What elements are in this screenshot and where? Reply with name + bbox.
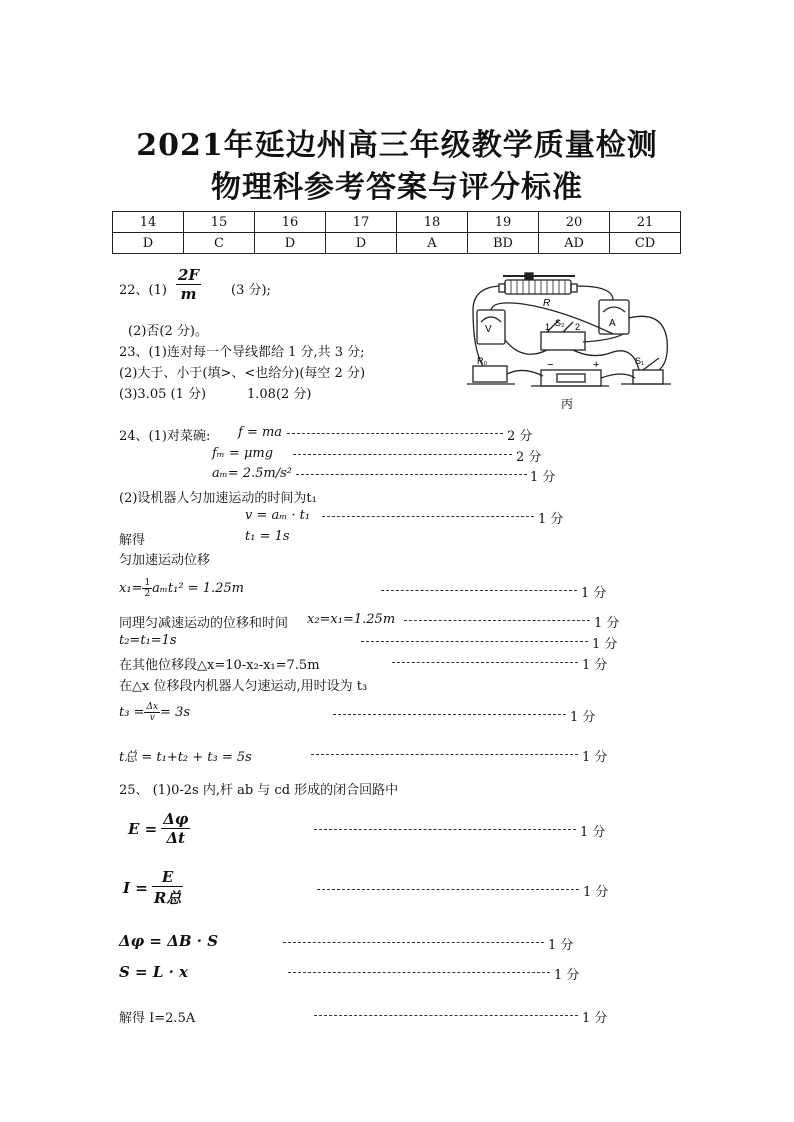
figure-plus: +: [593, 359, 600, 371]
q24-l13-eq: [119, 702, 190, 723]
q23-line1: 23、(1)连对每一个导线都给 1 分,共 3 分;: [119, 345, 365, 360]
q22-frac-den: m: [180, 285, 197, 303]
q23-line3a: (3)3.05 (1 分): [119, 387, 207, 402]
q24-l11: 在其他位移段△x=10-x₂-x₁=7.5m: [119, 658, 320, 673]
dash-leader: [381, 590, 577, 591]
q24-l6-eq: t₁ = 1s: [245, 529, 290, 544]
q24-l14-score: 1 分: [582, 750, 608, 765]
q22-label: 22、(1): [119, 283, 167, 298]
q24-l13-frac-num: Δx: [146, 702, 159, 712]
dash-leader: [287, 433, 503, 434]
q22-frac-num: 2F: [178, 266, 200, 284]
q24-l13-rhs: = 3s: [160, 705, 191, 720]
question-number: 17: [326, 212, 397, 233]
title-line1: 2021年延边州高三年级教学质量检测: [136, 128, 658, 163]
q24-l1-prefix: 24、(1)对菜碗:: [119, 429, 211, 444]
figure-label-s2: S₂: [555, 318, 565, 328]
q25-i-score: 1 分: [583, 885, 609, 900]
q24-l8-frac-num: 1: [144, 578, 151, 588]
figure-label-r0: R₀: [477, 356, 488, 366]
answer-cell: D: [113, 233, 184, 254]
circuit-figure: [463, 270, 675, 412]
q24-l1-score: 2 分: [507, 429, 533, 444]
q24-l3-score: 1 分: [530, 470, 556, 485]
q24-l10-score: 1 分: [592, 637, 618, 652]
figure-label-v: V: [485, 324, 492, 335]
q25-phi-eq: Δφ = ΔB · S: [119, 932, 219, 950]
q25-e-score: 1 分: [580, 825, 606, 840]
q25-e-eq: [128, 810, 190, 847]
rheostat-end-right: [571, 284, 577, 292]
q25-sol-score: 1 分: [582, 1011, 608, 1026]
q24-l8-eq: [119, 578, 244, 599]
figure-label-1: 1: [545, 322, 551, 332]
q24-l5-eq: v = aₘ · t₁: [245, 508, 311, 523]
dash-leader: [314, 829, 576, 830]
q23-line2: (2)大于、小于(填>、<也给分)(每空 2 分): [119, 366, 366, 381]
dash-leader: [288, 972, 550, 973]
q24-l9-score: 1 分: [594, 616, 620, 631]
dash-leader: [361, 641, 588, 642]
q24-l10-eq: t₂=t₁=1s: [119, 633, 177, 648]
resistor-r0: [473, 366, 507, 382]
q24-l11-score: 1 分: [582, 658, 608, 673]
answer-row: [113, 233, 681, 254]
dash-leader: [322, 516, 534, 517]
q25-i-eq: [123, 868, 183, 908]
q24-l8-lhs: x₁=: [119, 581, 143, 596]
battery: [541, 370, 601, 386]
q24-l13-lhs: t₃ =: [119, 705, 145, 720]
answer-cell: C: [184, 233, 255, 254]
figure-label-s1: S₁: [635, 356, 645, 366]
question-number: 15: [184, 212, 255, 233]
switch-s2: [541, 332, 585, 350]
q24-l9-eq: x₂=x₁=1.25m: [307, 612, 396, 627]
dash-leader: [392, 662, 578, 663]
q25-e-lhs: E =: [128, 819, 158, 838]
dash-leader: [311, 754, 578, 755]
q24-l13-score: 1 分: [570, 710, 596, 725]
dash-leader: [314, 1015, 578, 1016]
q24-l7: 匀加速运动位移: [119, 553, 211, 568]
dash-leader: [283, 942, 544, 943]
q22-score: (3 分);: [231, 283, 271, 298]
q24-l14-eq: t总 = t₁+t₂ + t₃ = 5s: [119, 750, 252, 765]
answer-cell: CD: [610, 233, 681, 254]
q23-line3b: 1.08(2 分): [247, 387, 312, 402]
q24-l8-score: 1 分: [581, 586, 607, 601]
figure-label-r: R: [543, 298, 551, 309]
answer-cell: D: [255, 233, 326, 254]
switch-s1: [633, 370, 663, 384]
q24-l3-eq: aₘ= 2.5m/s²: [212, 466, 293, 481]
question-number: 19: [468, 212, 539, 233]
answer-cell: AD: [539, 233, 610, 254]
q25-i-lhs: I =: [123, 879, 148, 897]
q24-l2-score: 2 分: [516, 450, 542, 465]
question-number-row: [113, 212, 681, 233]
rheostat-body: [505, 280, 571, 294]
q24-l8-frac-den: 2: [144, 589, 151, 599]
rheostat-end-left: [499, 284, 505, 292]
q25-s-eq: S = L · x: [119, 963, 189, 981]
question-number: 16: [255, 212, 326, 233]
dash-leader: [404, 620, 590, 621]
q24-l13-frac-den: v: [149, 713, 155, 723]
answer-table: [112, 211, 681, 254]
dash-leader: [317, 889, 579, 890]
dash-leader: [296, 474, 527, 475]
q25-s-score: 1 分: [554, 968, 580, 983]
figure-minus: −: [547, 359, 554, 371]
q24-l5-score: 1 分: [538, 512, 564, 527]
answer-cell: A: [397, 233, 468, 254]
q25-i-num: E: [152, 868, 183, 887]
figure-label-a: A: [609, 318, 616, 329]
q22-part2: (2)否(2 分)。: [128, 324, 208, 339]
q24-l6-prefix: 解得: [119, 533, 146, 548]
answer-cell: BD: [468, 233, 539, 254]
figure-caption: 丙: [561, 397, 574, 411]
question-number: 18: [397, 212, 468, 233]
q24-l8-rhs: aₘt₁² = 1.25m: [152, 581, 244, 596]
q22-fraction: [176, 266, 201, 303]
q25-e-num: Δφ: [163, 810, 189, 828]
answer-cell: D: [326, 233, 397, 254]
q24-l9-text: 同理匀减速运动的位移和时间: [119, 616, 289, 631]
q24-l4: (2)设机器人匀加速运动的时间为t₁: [119, 491, 317, 506]
q25-phi-score: 1 分: [548, 938, 574, 953]
title-line2: 物理科参考答案与评分标准: [211, 170, 583, 205]
q25-e-den: Δt: [166, 829, 186, 847]
figure-label-2: 2: [575, 322, 581, 332]
question-number: 21: [610, 212, 681, 233]
dash-leader: [293, 454, 512, 455]
q25-i-den: R总: [153, 889, 182, 907]
q25-l1: 25、 (1)0-2s 内,杆 ab 与 cd 形成的闭合回路中: [119, 783, 399, 798]
q24-l2-eq: fₘ = μmg: [212, 446, 274, 461]
question-number: 14: [113, 212, 184, 233]
q24-l1-eq: f = ma: [238, 425, 283, 440]
q25-solution: 解得 I=2.5A: [119, 1011, 196, 1026]
q24-l12: 在△x 位移段内机器人匀速运动,用时设为 t₃: [119, 679, 368, 694]
question-number: 20: [539, 212, 610, 233]
dash-leader: [333, 714, 566, 715]
